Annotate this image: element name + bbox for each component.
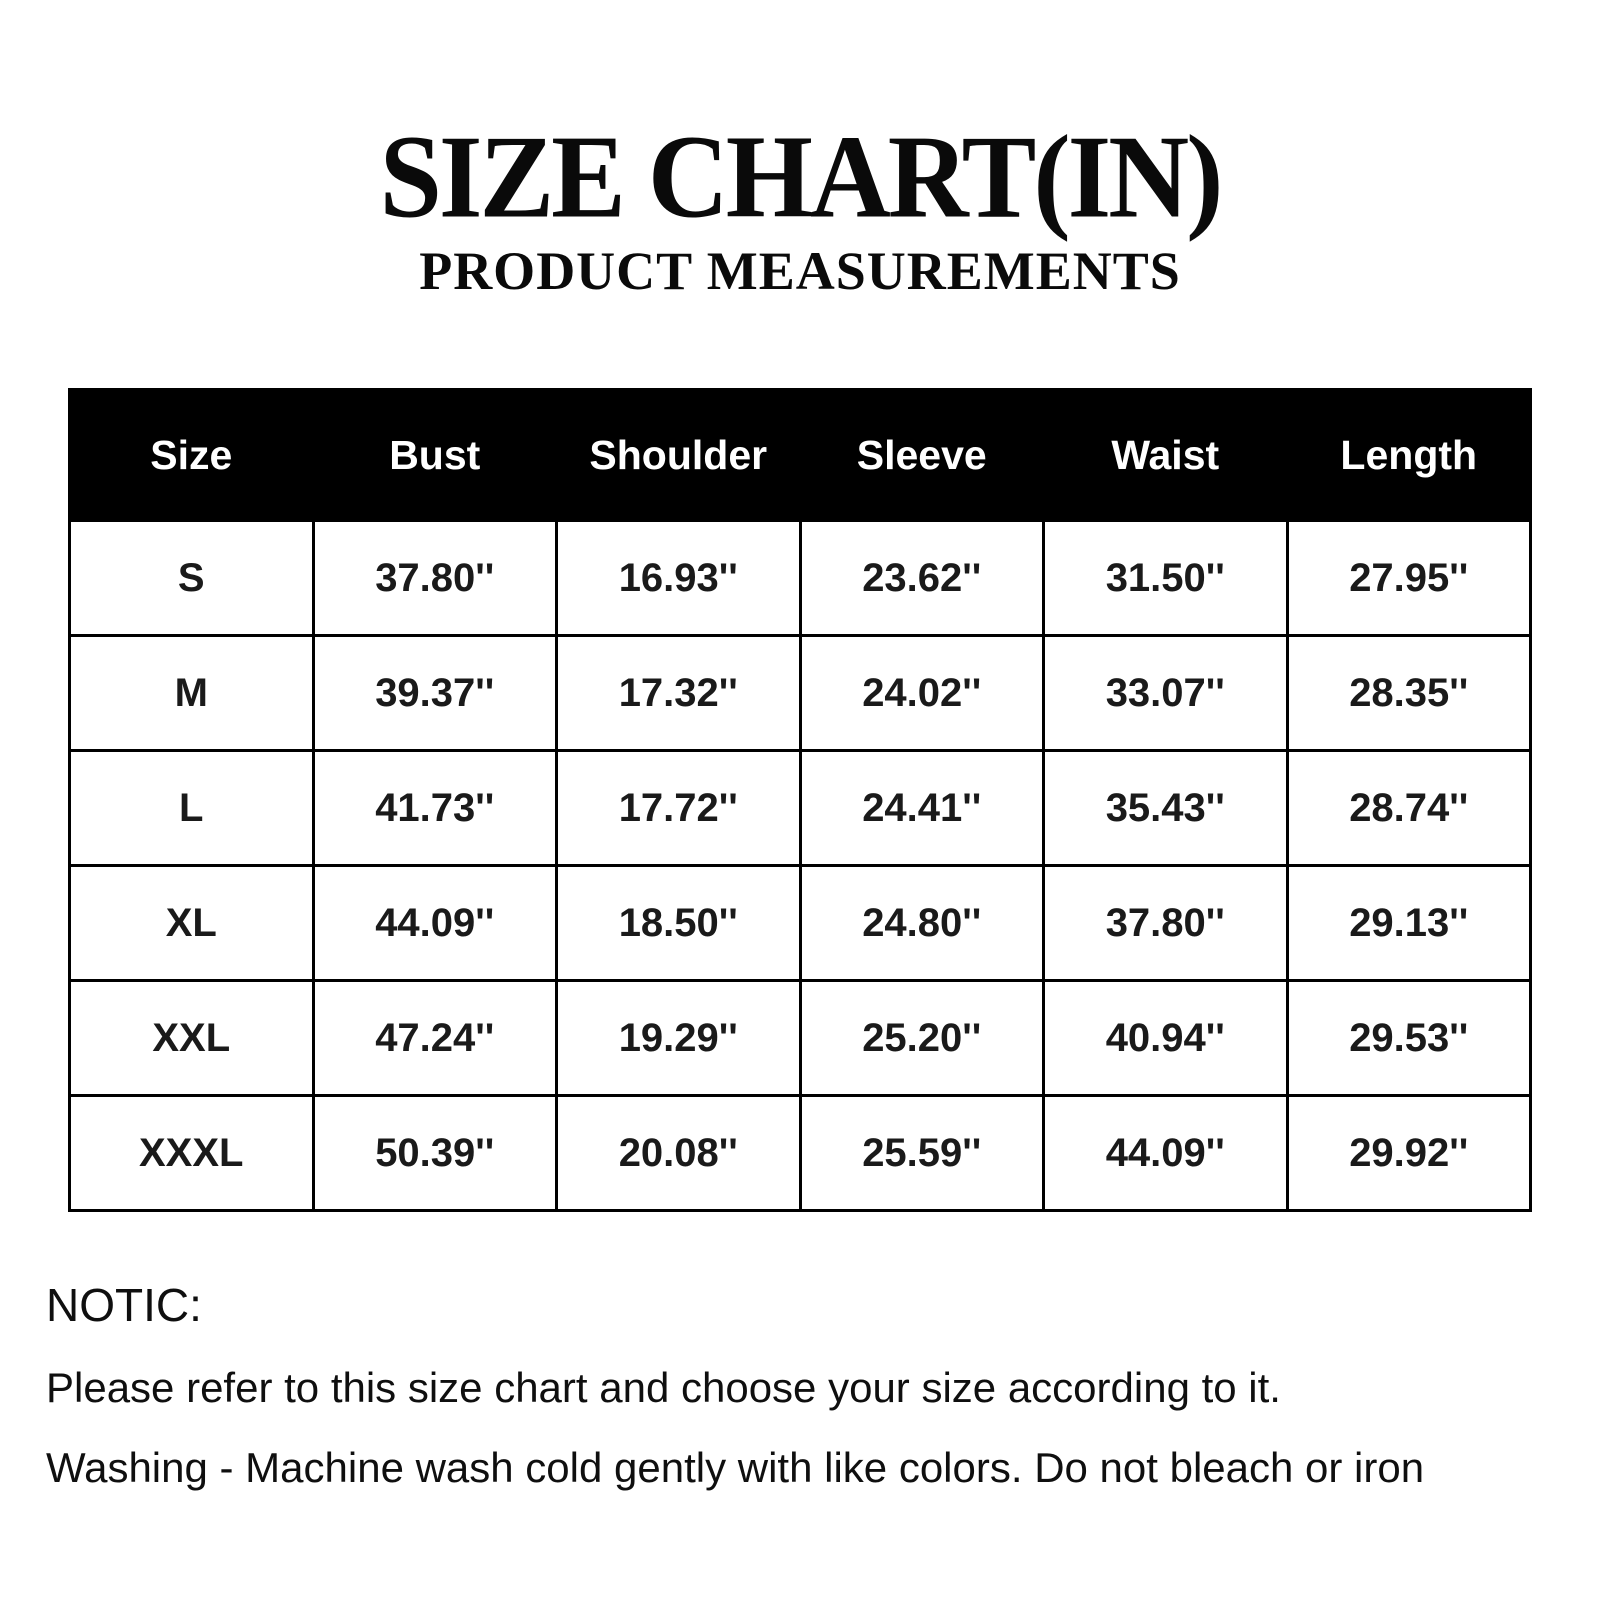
measurement-cell: 50.39'' <box>313 1096 557 1211</box>
size-chart-table-head <box>70 390 1531 521</box>
size-chart-table-body <box>70 521 1531 1211</box>
measurement-cell: 37.80'' <box>313 521 557 636</box>
measurement-cell: 35.43'' <box>1044 751 1288 866</box>
size-cell: L <box>70 751 314 866</box>
measurement-cell: 47.24'' <box>313 981 557 1096</box>
note-line-size-advice: Please refer to this size chart and choose your size according to it. <box>46 1364 1281 1411</box>
column-header-waist: Waist <box>1044 390 1288 521</box>
table-row-xxl <box>70 981 1531 1096</box>
measurement-cell: 27.95'' <box>1287 521 1531 636</box>
page-title: SIZE CHART(IN) <box>379 111 1221 244</box>
size-cell: XXXL <box>70 1096 314 1211</box>
measurement-cell: 17.32'' <box>557 636 801 751</box>
measurement-cell: 44.09'' <box>313 866 557 981</box>
size-cell: M <box>70 636 314 751</box>
measurement-cell: 41.73'' <box>313 751 557 866</box>
measurement-cell: 37.80'' <box>1044 866 1288 981</box>
notes-heading: NOTIC: <box>46 1279 202 1331</box>
measurement-cell: 17.72'' <box>557 751 801 866</box>
measurement-cell: 28.74'' <box>1287 751 1531 866</box>
measurement-cell: 16.93'' <box>557 521 801 636</box>
column-header-bust: Bust <box>313 390 557 521</box>
size-cell: S <box>70 521 314 636</box>
note-line-washing: Washing - Machine wash cold gently with like colors. Do not bleach or iron <box>46 1444 1425 1491</box>
measurement-cell: 18.50'' <box>557 866 801 981</box>
column-header-size: Size <box>70 390 314 521</box>
table-row-l <box>70 751 1531 866</box>
measurement-cell: 33.07'' <box>1044 636 1288 751</box>
table-row-s <box>70 521 1531 636</box>
size-cell: XL <box>70 866 314 981</box>
measurement-cell: 29.13'' <box>1287 866 1531 981</box>
header-row <box>70 390 1531 521</box>
measurement-cell: 29.53'' <box>1287 981 1531 1096</box>
table-row-xl <box>70 866 1531 981</box>
measurement-cell: 25.20'' <box>800 981 1044 1096</box>
table-row-xxxl <box>70 1096 1531 1211</box>
measurement-cell: 44.09'' <box>1044 1096 1288 1211</box>
measurement-cell: 20.08'' <box>557 1096 801 1211</box>
size-cell: XXL <box>70 981 314 1096</box>
column-header-length: Length <box>1287 390 1531 521</box>
size-chart-table <box>68 388 1532 1212</box>
measurement-cell: 39.37'' <box>313 636 557 751</box>
page-subtitle: PRODUCT MEASUREMENTS <box>419 241 1181 301</box>
column-header-sleeve: Sleeve <box>800 390 1044 521</box>
measurement-cell: 24.02'' <box>800 636 1044 751</box>
table-row-m <box>70 636 1531 751</box>
notes-section <box>46 1278 1554 1492</box>
measurement-cell: 40.94'' <box>1044 981 1288 1096</box>
measurement-cell: 19.29'' <box>557 981 801 1096</box>
measurement-cell: 29.92'' <box>1287 1096 1531 1211</box>
measurement-cell: 25.59'' <box>800 1096 1044 1211</box>
measurement-cell: 31.50'' <box>1044 521 1288 636</box>
measurement-cell: 24.80'' <box>800 866 1044 981</box>
column-header-shoulder: Shoulder <box>557 390 801 521</box>
measurement-cell: 23.62'' <box>800 521 1044 636</box>
measurement-cell: 24.41'' <box>800 751 1044 866</box>
measurement-cell: 28.35'' <box>1287 636 1531 751</box>
title-block <box>0 0 1600 301</box>
